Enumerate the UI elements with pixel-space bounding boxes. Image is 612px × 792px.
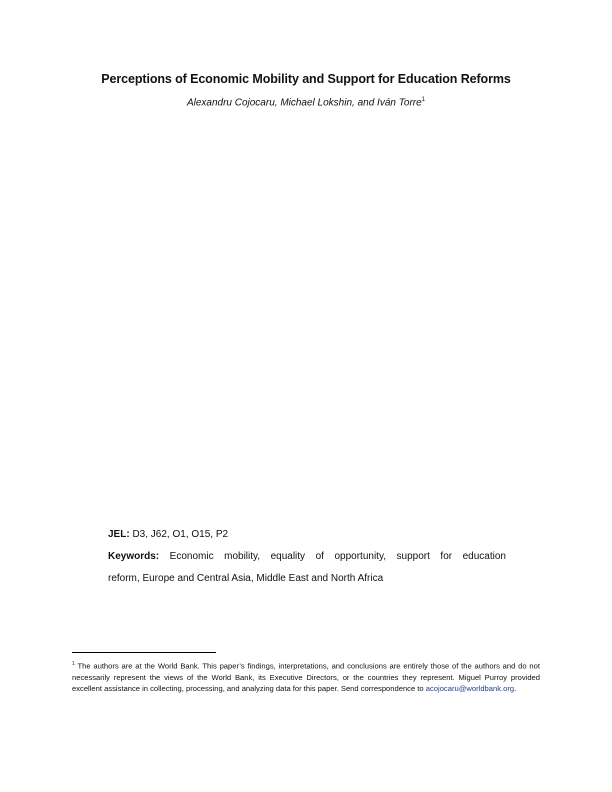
keywords-text-2: reform, Europe and Central Asia, Middle East and North Africa	[108, 573, 384, 584]
paper-title: Perceptions of Economic Mobility and Support for Education Reforms	[101, 72, 511, 86]
keywords-label: Keywords:	[108, 551, 160, 562]
keywords-text-1: Economic mobility, equality of opportunity, support for education	[169, 551, 506, 562]
footnote-email-link[interactable]: acojocaru@worldbank.org	[425, 683, 515, 693]
footnote-marker: 1	[72, 661, 75, 667]
footnote-divider	[72, 652, 216, 653]
author-line	[0, 97, 612, 108]
author-footnote-marker: 1	[421, 97, 426, 103]
keywords-line-2	[108, 568, 506, 590]
author-names: Alexandru Cojocaru, Michael Lokshin, and Iván Torre	[186, 97, 422, 109]
footnote-period: .	[514, 683, 517, 693]
paper-metadata	[108, 524, 506, 590]
footnote-text: The authors are at the World Bank. This paper’s findings, interpretations, and conclusions are entirely those of the authors and do not necessarily represent the views of the World Bank, its Executive Directors, or the countries they represent. Miguel Purroy provided excellent assistance in collecting, processing, and analyzing data for this paper. Send correspondence to	[72, 661, 540, 693]
jel-codes: D3, J62, O1, O15, P2	[132, 529, 229, 540]
keywords-line-1	[108, 546, 506, 568]
footnote	[72, 659, 540, 694]
jel-label: JEL:	[108, 529, 130, 540]
jel-line	[108, 524, 506, 546]
